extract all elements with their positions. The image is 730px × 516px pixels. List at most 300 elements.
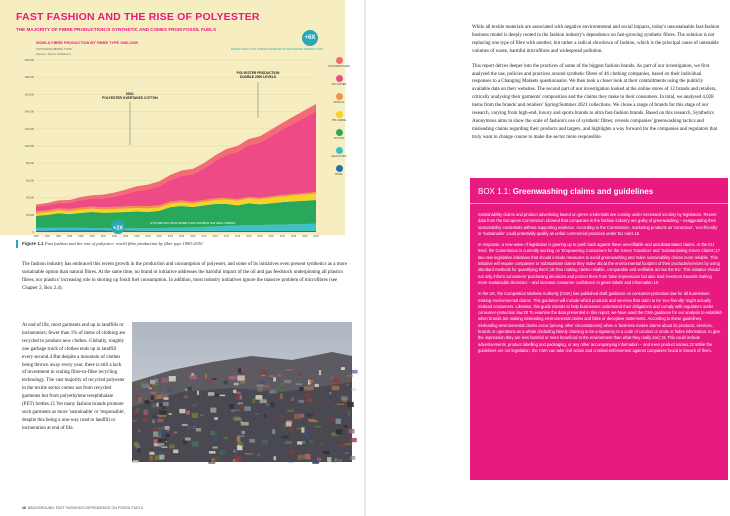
clothes-speck	[312, 461, 319, 464]
y-tick-label: 40,000	[26, 196, 34, 200]
clothes-speck	[132, 420, 137, 422]
clothes-speck	[349, 429, 355, 434]
clothes-speck	[332, 418, 336, 421]
clothes-speck	[327, 400, 331, 403]
clothes-speck	[348, 411, 350, 416]
clothes-speck	[346, 375, 353, 377]
x-tick-label: 1986	[66, 235, 73, 238]
clothes-speck	[167, 389, 171, 391]
x-tick-label: 1980	[33, 235, 39, 238]
x-tick-label: 2016	[234, 235, 241, 238]
clothes-speck	[264, 414, 267, 417]
clothes-speck	[327, 457, 331, 462]
clothes-speck	[213, 438, 218, 443]
clothes-speck	[304, 386, 312, 390]
x-tick-label: 2018	[246, 235, 252, 238]
clothes-speck	[336, 429, 343, 434]
clothes-speck	[192, 413, 198, 418]
legend-swatch	[336, 129, 343, 136]
clothes-speck	[257, 388, 263, 392]
clothes-speck	[281, 383, 284, 387]
legend-item	[326, 75, 352, 93]
growth-note: MORE THAN A SIX TIMES INCREASE IN POLYESTER PRODUCTION	[231, 47, 324, 51]
clothes-speck	[137, 448, 141, 453]
x-tick-label: 1984	[55, 235, 62, 238]
page-number: 16	[22, 506, 26, 510]
legend-label: POLYESTER	[331, 83, 347, 86]
clothes-speck	[189, 424, 193, 429]
legend-label: WOOL	[335, 173, 343, 176]
clothes-speck	[298, 400, 304, 403]
x-tick-label: 1998	[134, 235, 140, 238]
clothes-speck	[314, 426, 322, 428]
clothes-speck	[294, 414, 302, 419]
clothes-speck	[292, 397, 294, 401]
legend-swatch	[336, 165, 343, 172]
clothes-speck	[256, 395, 263, 400]
clothes-speck	[190, 375, 197, 379]
clothes-speck	[200, 415, 203, 417]
legend-label: POLYAMIDE	[331, 119, 347, 122]
clothes-speck	[299, 373, 303, 376]
clothes-speck	[287, 410, 293, 413]
clothes-speck	[215, 394, 219, 397]
clothes-speck	[255, 413, 258, 415]
clothes-speck	[191, 373, 194, 375]
clothes-speck	[315, 384, 319, 387]
legend-label: CELLULOSIC	[331, 155, 347, 158]
clothes-speck	[350, 456, 355, 460]
clothes-speck	[280, 394, 283, 399]
clothes-speck	[193, 404, 197, 406]
clothes-speck	[224, 381, 228, 385]
clothes-speck	[143, 410, 148, 416]
box-1-1	[470, 178, 728, 480]
clothes-speck	[233, 449, 236, 453]
x-tick-label: 1990	[89, 235, 95, 238]
clothes-speck	[338, 459, 342, 461]
clothes-speck	[241, 422, 249, 426]
clothes-speck	[214, 417, 218, 420]
clothes-speck	[142, 417, 149, 422]
clothes-speck	[164, 397, 169, 400]
clothes-speck	[306, 413, 313, 416]
clothes-speck	[309, 380, 313, 383]
clothes-speck	[301, 427, 304, 432]
clothes-speck	[219, 450, 225, 454]
clothes-speck	[261, 370, 266, 375]
clothes-speck	[188, 382, 190, 387]
clothes-speck	[346, 384, 349, 386]
clothes-speck	[151, 396, 154, 400]
figure-caption	[22, 241, 352, 246]
legend-label: ACRYLIC	[333, 101, 345, 104]
clothes-speck	[260, 381, 265, 384]
clothes-speck	[352, 388, 356, 391]
caption-label: Figure 1.1	[22, 241, 44, 246]
clothes-pile-image	[132, 322, 352, 462]
clothes-speck	[262, 440, 268, 445]
clothes-speck	[149, 452, 155, 455]
legend-swatch	[336, 75, 343, 82]
x-tick-label: 2002	[156, 235, 162, 238]
clothes-speck	[136, 408, 139, 412]
box-paragraph-2: In response, a new wave of legislation is gearing up to push back against these unverifiable and unsubstantiated claims. At the EU level, the Commission is currently working on 'Empowering Consumers for the Green Transition' and 'Substantiating Green Claims',17 two new legislative initiatives that should include measures to avoid greenwashing and make sustainability claims more reliable. This initiative will require companies to 'substantiate claims they make about the environmental footprint of their products/services by using standard methods for quantifying them',18 thus making claims reliable, comparable and verifiable across the EU. This initiative should not only inform consumers' purchasing decisions and protect them from false impressions but also lead investors towards making more sustainable decisions – and increase consumer confidence in green labels and information.19	[478, 242, 721, 285]
clothes-speck	[156, 403, 158, 407]
clothes-speck	[319, 370, 321, 375]
right-paragraph-1: While all textile materials are associated with negative environmental and social impacts, today's unsustainable fast-fashion business model is deeply rooted in the fashion industry's dependence on fast-growing synthetic fibres. The solution is not replacing one type of fibre with another, but rather a radical slowdown of fashion, which is the principal cause of untenable volumes of waste, harmful microfibres and widespread pollution.	[472, 25, 720, 54]
clothes-speck	[233, 390, 236, 393]
clothes-speck	[275, 388, 283, 391]
clothes-speck	[161, 446, 167, 448]
clothes-speck	[231, 410, 235, 412]
clothes-speck	[169, 444, 174, 448]
clothes-speck	[174, 432, 178, 434]
right-paragraph-2: This report delves deeper into the practices of some of the biggest fashion brands. As part of our investigation, we first analysed the use, policies and practices around synthetic fibres of 46 clothing companies, based on their individual responses to a Changing Markets questionnaire. We then took a closer look at their commitments using the publicly available data on their websites. The second part of our investigation looked at the online stores of 12 brands and retailers, critically analysing their garments' composition and the claims they make to their consumers. In total, we analysed 4,028 items from the brands' and retailers' Spring/Summer 2021 collections. We chose a range of brands for this stage of our research, varying from high-end, luxury and sports brands to ultra fast-fashion brands. Based on this research, Synthetics Anonymous aims to show the scale of fashion's use of synthetic fibres; reveals companies' greenwashing tactics and misleading claims regarding their products and targets, and highlights a way forward for the companies and regulators that truly want to change course to make the sector more responsible.	[472, 63, 718, 140]
clothes-speck	[155, 379, 158, 384]
x-tick-label: 2006	[178, 235, 185, 238]
clothes-speck	[237, 375, 245, 380]
clothes-speck	[241, 431, 245, 434]
x-tick-label: 2014	[223, 235, 230, 238]
clothes-speck	[240, 404, 244, 408]
clothes-speck	[271, 402, 275, 407]
clothes-speck	[304, 433, 307, 437]
clothes-speck	[308, 419, 315, 422]
box-title: Greenwashing claims and guidelines	[512, 187, 654, 196]
clothes-speck	[337, 404, 345, 406]
clothes-speck	[197, 391, 199, 395]
natural-badge: +2X	[113, 225, 123, 232]
clothes-speck	[229, 404, 234, 409]
legend-item	[326, 165, 352, 183]
clothes-speck	[158, 431, 164, 436]
clothes-speck	[299, 387, 303, 391]
clothes-speck	[281, 455, 284, 460]
clothes-speck	[285, 441, 292, 444]
clothes-speck	[264, 385, 269, 387]
clothes-speck	[244, 406, 251, 411]
discarded-clothes-photo	[132, 322, 352, 462]
legend-item	[326, 147, 352, 165]
x-tick-label: 2010	[201, 235, 207, 238]
x-tick-label: 2004	[167, 235, 174, 238]
left-paragraph-1-text: The fashion industry has embraced this recent growth in the production and consumption of polyester, and some of its initiatives even present synthetics as a more sustainable option than natural fibres. At the same time, no brand or initiative addresses the harmful impact of the oil and gas feedstock underpinning all plastics fibres, nor plastics' increasing role in shoring up fossil fuel consumption. In addition, most industry initiatives ignore the massive problem of microfibres (see Chapter 2, Box 2.4).	[22, 262, 347, 291]
clothes-speck	[187, 387, 192, 391]
clothes-speck	[265, 405, 272, 409]
y-tick-label: 140,000	[24, 110, 34, 114]
clothes-speck	[235, 409, 239, 411]
clothes-speck	[345, 443, 353, 445]
clothes-speck	[209, 451, 216, 454]
clothes-speck	[341, 367, 345, 370]
clothes-speck	[269, 375, 273, 377]
clothes-speck	[305, 454, 310, 460]
x-tick-label: 1982	[44, 235, 50, 238]
legend-swatch	[336, 111, 343, 118]
clothes-speck	[159, 415, 167, 417]
fibre-production-area-chart	[0, 0, 345, 238]
clothes-speck	[334, 378, 340, 382]
clothes-speck	[212, 378, 217, 380]
x-tick-label: 2024	[279, 235, 286, 238]
clothes-speck	[283, 424, 285, 429]
clothes-speck	[159, 451, 166, 454]
clothes-speck	[179, 409, 185, 413]
clothes-speck	[208, 392, 214, 396]
clothes-speck	[240, 381, 246, 384]
clothes-speck	[185, 438, 191, 441]
clothes-speck	[248, 392, 253, 395]
infographic-figure	[0, 0, 350, 238]
clothes-speck	[345, 382, 350, 384]
clothes-speck	[210, 431, 216, 436]
clothes-speck	[182, 424, 188, 426]
chart-legend	[326, 57, 352, 183]
x-tick-label: 2022	[268, 235, 274, 238]
clothes-speck	[156, 391, 159, 393]
legend-swatch	[336, 93, 343, 100]
clothes-speck	[304, 373, 306, 375]
x-tick-label: 1996	[122, 235, 129, 238]
y-tick-label: 0	[32, 231, 34, 234]
clothes-speck	[345, 448, 347, 453]
clothes-speck	[220, 395, 226, 397]
clothes-speck	[138, 430, 141, 433]
clothes-speck	[252, 398, 255, 403]
clothes-speck	[235, 457, 241, 462]
x-tick-label: 2008	[190, 235, 196, 238]
x-tick-label: 2020	[257, 235, 263, 238]
legend-item	[326, 129, 352, 147]
clothes-speck	[151, 404, 156, 408]
running-footer: BACKGROUND: FAST FASHION'S DEPENDENCE ON FOSSIL FUELS	[28, 506, 144, 510]
clothes-speck	[157, 407, 163, 409]
clothes-speck	[157, 419, 163, 423]
clothes-speck	[173, 450, 178, 454]
clothes-speck	[260, 399, 267, 403]
legend-label: COTTON	[333, 137, 345, 140]
clothes-speck	[245, 453, 253, 455]
legend-item	[326, 57, 352, 75]
clothes-speck	[344, 425, 348, 428]
clothes-speck	[152, 408, 155, 410]
left-page	[0, 0, 364, 516]
clothes-speck	[183, 400, 190, 402]
clothes-speck	[277, 450, 280, 455]
box-number: BOX 1.1	[478, 187, 509, 196]
clothes-speck	[166, 434, 170, 438]
y-tick-label: 120,000	[24, 127, 34, 131]
clothes-speck	[336, 419, 341, 424]
clothes-speck	[153, 427, 157, 431]
clothes-speck	[161, 378, 168, 383]
legend-swatch	[336, 147, 343, 154]
figure-title: FAST FASHION AND THE RISE OF POLYESTER	[16, 11, 260, 23]
clothes-speck	[205, 374, 207, 379]
clothes-speck	[349, 438, 357, 442]
clothes-speck	[210, 408, 216, 413]
crossover-annotation: 2002: POLYESTER OVERTAKES COTTON	[102, 92, 158, 100]
clothes-speck	[257, 454, 259, 457]
left-paragraph-2-text: At end of life, most garments end up in landfills or incinerators; fewer than 1% of items of clothing are recycled to produce new clothes. Globally, roughly one garbage truck of clothes ends up in landfill every second.4 But despite a mountain of clothes being thrown away every year, there is still a lack of investment in scaling fibre-to-fibre recycling technology. The vast majority of recycled polyester in the textile sector comes not from recycled garments but from polyethylene terephthalate (PET) bottles.15 Yet many fashion brands promote such garments as more 'sustainable' or 'responsible', despite this being a one-way road to landfill or incineration at end of life.	[22, 323, 126, 431]
clothes-speck	[240, 395, 242, 399]
right-intro	[472, 24, 722, 142]
figure-subtitle: THE MAJORITY OF FIBRE PRODUCTION IS SYNTHETIC AND COMES FROM FOSSIL FUELS	[16, 27, 217, 32]
clothes-speck	[237, 441, 241, 445]
clothes-speck	[160, 455, 165, 460]
box-heading: BOX 1.1: Greenwashing claims and guidelines	[478, 187, 654, 196]
clothes-speck	[303, 454, 306, 459]
clothes-speck	[167, 428, 169, 432]
clothes-speck	[296, 428, 301, 430]
doubling-annotation: POLYESTER PRODUCTION DOUBLE 2000 LEVELS	[236, 71, 280, 79]
clothes-speck	[229, 376, 237, 380]
clothes-speck	[334, 458, 337, 463]
y-tick-label: 20,000	[26, 213, 34, 217]
clothes-speck	[186, 411, 190, 415]
clothes-speck	[169, 376, 176, 382]
clothes-speck	[249, 439, 255, 443]
chart-units-label: THOUSAND METRIC TONS	[36, 47, 72, 51]
clothes-speck	[148, 397, 151, 401]
clothes-speck	[192, 441, 199, 446]
clothes-speck	[207, 381, 213, 383]
caption-accent	[16, 240, 18, 248]
y-tick-label: 100,000	[24, 145, 34, 148]
x-tick-label: 2000	[145, 235, 151, 238]
x-tick-label: 2026	[290, 235, 297, 238]
clothes-speck	[274, 456, 277, 460]
x-tick-label: 1994	[111, 235, 118, 238]
clothes-speck	[238, 368, 241, 373]
clothes-speck	[290, 450, 295, 454]
left-paragraph-2	[22, 322, 126, 433]
clothes-speck	[288, 461, 293, 463]
y-tick-label: 160,000	[24, 93, 34, 97]
clothes-speck	[224, 437, 229, 439]
clothes-speck	[331, 443, 333, 446]
clothes-speck	[259, 428, 264, 433]
clothes-speck	[158, 427, 166, 430]
clothes-speck	[284, 380, 291, 384]
clothes-speck	[157, 415, 159, 417]
clothes-speck	[297, 441, 302, 444]
clothes-speck	[285, 369, 292, 371]
clothes-speck	[234, 383, 239, 386]
clothes-speck	[339, 444, 346, 447]
clothes-speck	[310, 440, 313, 444]
box-divider	[470, 203, 728, 204]
clothes-speck	[341, 396, 348, 400]
right-page	[366, 0, 730, 516]
clothes-speck	[277, 374, 282, 376]
clothes-speck	[290, 428, 294, 431]
y-tick-label: 180,000	[24, 76, 34, 80]
clothes-speck	[163, 391, 166, 394]
caption-text: Fast fashion and the rise of polyester: world fibre production by fibre type 1980-2030	[43, 241, 203, 246]
clothes-speck	[152, 419, 154, 423]
clothes-speck	[323, 451, 329, 454]
clothes-speck	[138, 397, 142, 402]
clothes-speck	[217, 456, 220, 460]
clothes-speck	[211, 458, 215, 462]
clothes-speck	[276, 415, 283, 418]
box-paragraph-3: In the UK, the Competition Markets Authority (CMA) has published draft guidance on consumer-protection law for all businesses making environmental claims. This guidance will include which products and services that claim to be 'eco-friendly' might actually mislead consumers. Likewise, this guide intends to help businesses understand their obligations and comply with regulators under consumer-protection law.20 To examine the data presented in this report, we have used the CMA guidance for our analysis to establish when brands are making misleading environmental claims and false or deceptive statements. According to these guidelines, misleading environmental claims occur (among other circumstances) when a 'business makes claims about its products, services, brands or operations as a whole (including falsely claiming to be a signatory to a code of conduct or omits or hides information, to give the impression they are less harmful or more beneficial to the environment than what they really are)'.21 This could include advertisements, product labelling and packaging, or any other accompanying information – and even product names.22 While the guidelines are not legislation, the CMA can take civil action and criminal enforcement against companies found in breach of them.	[478, 291, 722, 353]
legend-label: POLYPROPYLENE	[328, 65, 350, 68]
left-paragraph-1	[22, 261, 352, 293]
y-tick-label: 60,000	[26, 179, 34, 183]
clothes-speck	[233, 455, 239, 457]
box-body	[478, 212, 722, 359]
natural-note: SYNTHETICS NOW MORE THAN DOUBLE NATURAL FIBRES	[150, 221, 236, 225]
clothes-speck	[152, 416, 156, 418]
clothes-speck	[347, 402, 353, 407]
page-footer	[22, 506, 143, 510]
clothes-speck	[169, 413, 172, 415]
clothes-speck	[154, 451, 157, 454]
legend-item	[326, 93, 352, 111]
clothes-speck	[159, 410, 166, 415]
x-tick-label: 1992	[100, 235, 106, 238]
clothes-speck	[305, 400, 313, 402]
clothes-speck	[257, 384, 264, 387]
clothes-speck	[332, 386, 340, 391]
y-tick-label: 80,000	[26, 162, 34, 166]
clothes-speck	[321, 444, 324, 446]
clothes-speck	[241, 372, 245, 376]
clothes-speck	[302, 441, 305, 444]
clothes-speck	[278, 442, 285, 444]
clothes-speck	[317, 458, 321, 462]
clothes-speck	[238, 435, 245, 437]
clothes-speck	[286, 422, 292, 427]
chart-title: WORLD FIBRE PRODUCTION BY FIBRE TYPE 1980-2030	[36, 41, 139, 45]
clothes-speck	[145, 400, 150, 404]
legend-item	[326, 111, 352, 129]
clothes-speck	[184, 396, 188, 399]
legend-swatch	[336, 57, 343, 64]
clothes-speck	[298, 455, 303, 460]
clothes-speck	[272, 429, 275, 434]
clothes-speck	[163, 402, 169, 406]
clothes-speck	[343, 416, 345, 419]
clothes-speck	[266, 404, 269, 406]
clothes-speck	[196, 428, 201, 432]
clothes-speck	[282, 436, 290, 439]
clothes-speck	[151, 392, 156, 395]
clothes-speck	[235, 395, 243, 400]
clothes-speck	[142, 384, 150, 387]
growth-badge: +6X	[302, 30, 318, 46]
clothes-speck	[329, 392, 331, 394]
clothes-speck	[236, 418, 242, 420]
clothes-speck	[133, 460, 139, 463]
clothes-speck	[213, 447, 218, 449]
clothes-speck	[152, 384, 159, 386]
box-paragraph-1: Sustainability claims and product advertising based on green credentials are coming under increased scrutiny by legislators. Recent data from the European Commission showed that companies in the fashion industry are guilty of greenwashing – exaggerating their sustainability credentials without supporting evidence. According to the Commission, marketing products as 'conscious', 'eco-friendly' or 'sustainable' could potentially qualify as unfair commercial practices under EU rules.16	[478, 212, 718, 236]
clothes-speck	[159, 443, 164, 446]
clothes-speck	[305, 394, 311, 399]
clothes-speck	[140, 432, 143, 434]
clothes-speck	[296, 383, 302, 385]
x-tick-label: 2030	[313, 235, 319, 238]
chart-source-label: (Source: Tecnon OrbiChem)	[36, 52, 71, 56]
y-tick-label: 200,000	[24, 59, 34, 62]
x-tick-label: 1988	[78, 235, 84, 238]
clothes-speck	[351, 370, 358, 374]
clothes-speck	[136, 444, 141, 448]
